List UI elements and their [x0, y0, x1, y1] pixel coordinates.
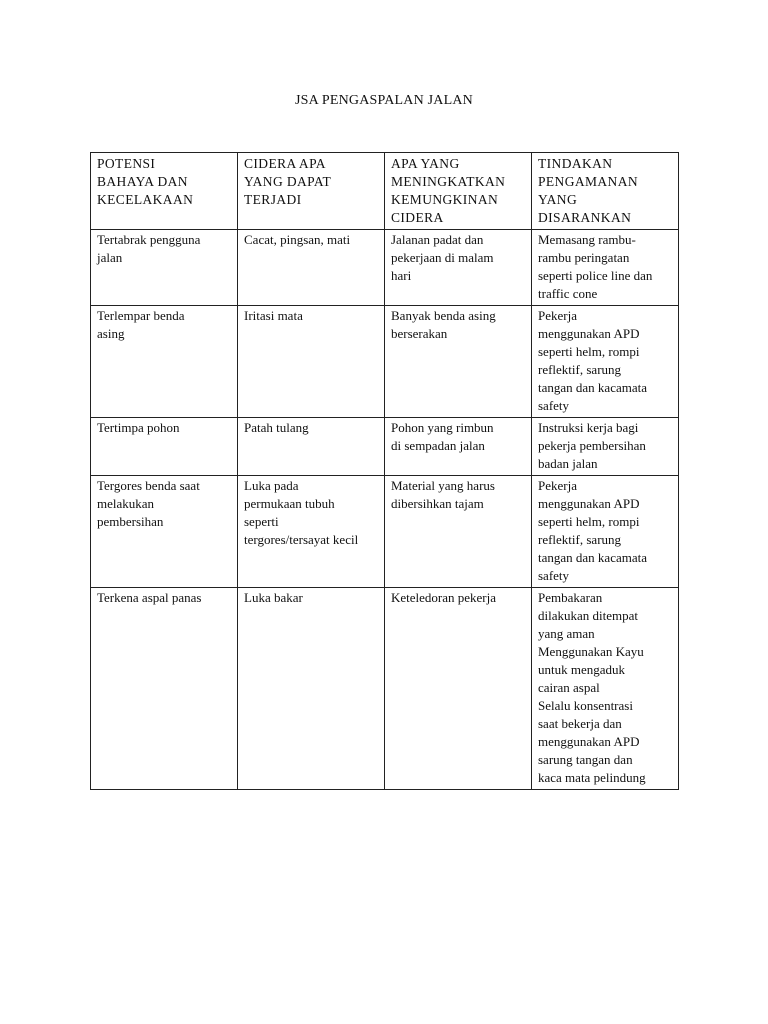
header-line: KEMUNGKINAN	[391, 192, 499, 207]
header-line: CIDERA	[391, 210, 444, 225]
header-line: KECELAKAAN	[97, 192, 194, 207]
cell-line: rambu peringatan	[538, 250, 630, 265]
cell-line: menggunakan APD	[538, 496, 640, 511]
cell-line: Luka bakar	[244, 590, 303, 605]
cell-line: asing	[97, 326, 125, 341]
header-line: BAHAYA DAN	[97, 174, 188, 189]
table-cell	[385, 418, 532, 476]
header-line: POTENSI	[97, 156, 156, 171]
cell-line: tangan dan kacamata	[538, 550, 647, 565]
header-line: YANG	[538, 192, 578, 207]
table-header-row	[91, 153, 679, 230]
cell-line: Luka pada	[244, 478, 299, 493]
header-line: MENINGKATKAN	[391, 174, 506, 189]
table-cell	[385, 306, 532, 418]
cell-line: Patah tulang	[244, 420, 309, 435]
table-row	[91, 230, 679, 306]
cell-line: Instruksi kerja bagi	[538, 420, 639, 435]
cell-line: Pohon yang rimbun	[391, 420, 494, 435]
header-cell-faktor-peningkat	[385, 153, 532, 230]
table-cell	[238, 588, 385, 790]
cell-line: saat bekerja dan	[538, 716, 622, 731]
cell-line: di sempadan jalan	[391, 438, 485, 453]
header-line: DISARANKAN	[538, 210, 632, 225]
cell-line: seperti	[244, 514, 279, 529]
table-cell	[532, 476, 679, 588]
cell-line: tergores/tersayat kecil	[244, 532, 359, 547]
cell-line: reflektif, sarung	[538, 362, 622, 377]
cell-line: Tertimpa pohon	[97, 420, 180, 435]
header-line: YANG DAPAT	[244, 174, 332, 189]
table-cell	[238, 476, 385, 588]
table-row	[91, 476, 679, 588]
cell-line: dibersihkan tajam	[391, 496, 484, 511]
header-line: TERJADI	[244, 192, 302, 207]
cell-line: sarung tangan dan	[538, 752, 633, 767]
cell-line: untuk mengaduk	[538, 662, 626, 677]
cell-line: Jalanan padat dan	[391, 232, 484, 247]
header-cell-potensi-bahaya	[91, 153, 238, 230]
document-title: JSA PENGASPALAN JALAN	[295, 93, 473, 108]
header-line: CIDERA APA	[244, 156, 326, 171]
cell-line: berserakan	[391, 326, 448, 341]
cell-line: Terlempar benda	[97, 308, 185, 323]
cell-line: cairan aspal	[538, 680, 600, 695]
table-cell	[385, 230, 532, 306]
header-line: PENGAMANAN	[538, 174, 639, 189]
cell-line: pembersihan	[97, 514, 164, 529]
cell-line: pekerjaan di malam	[391, 250, 494, 265]
cell-line: Banyak benda asing	[391, 308, 496, 323]
table-cell	[91, 588, 238, 790]
cell-line: safety	[538, 398, 570, 413]
cell-line: Pekerja	[538, 478, 577, 493]
table-cell	[238, 230, 385, 306]
table-cell	[238, 418, 385, 476]
cell-line: Tertabrak pengguna	[97, 232, 201, 247]
cell-line: permukaan tubuh	[244, 496, 335, 511]
cell-line: Tergores benda saat	[97, 478, 200, 493]
cell-line: menggunakan APD	[538, 734, 640, 749]
table-cell	[532, 418, 679, 476]
cell-line: kaca mata pelindung	[538, 770, 646, 785]
cell-line: Iritasi mata	[244, 308, 303, 323]
cell-line: badan jalan	[538, 456, 598, 471]
table-cell	[91, 230, 238, 306]
table-cell	[532, 588, 679, 790]
cell-line: tangan dan kacamata	[538, 380, 647, 395]
cell-line: Pekerja	[538, 308, 577, 323]
cell-line: traffic cone	[538, 286, 598, 301]
header-line: APA YANG	[391, 156, 460, 171]
cell-line: Terkena aspal panas	[97, 590, 202, 605]
cell-line: Selalu konsentrasi	[538, 698, 633, 713]
cell-line: seperti helm, rompi	[538, 514, 640, 529]
table-cell	[532, 306, 679, 418]
table-row	[91, 306, 679, 418]
table-cell	[91, 476, 238, 588]
cell-line: Menggunakan Kayu	[538, 644, 644, 659]
cell-line: jalan	[97, 250, 123, 265]
header-line: TINDAKAN	[538, 156, 613, 171]
cell-line: Material yang harus	[391, 478, 495, 493]
table-row	[91, 418, 679, 476]
cell-line: hari	[391, 268, 412, 283]
cell-line: reflektif, sarung	[538, 532, 622, 547]
cell-line: dilakukan ditempat	[538, 608, 639, 623]
cell-line: Memasang rambu-	[538, 232, 636, 247]
cell-line: seperti police line dan	[538, 268, 653, 283]
table-cell	[91, 418, 238, 476]
table-cell	[385, 588, 532, 790]
jsa-table	[90, 152, 679, 790]
table-cell	[532, 230, 679, 306]
cell-line: seperti helm, rompi	[538, 344, 640, 359]
cell-line: Pembakaran	[538, 590, 603, 605]
table-cell	[385, 476, 532, 588]
cell-line: pekerja pembersihan	[538, 438, 646, 453]
header-cell-tindakan	[532, 153, 679, 230]
table-cell	[238, 306, 385, 418]
cell-line: menggunakan APD	[538, 326, 640, 341]
cell-line: yang aman	[538, 626, 595, 641]
table-row	[91, 588, 679, 790]
cell-line: Cacat, pingsan, mati	[244, 232, 351, 247]
cell-line: melakukan	[97, 496, 155, 511]
cell-line: safety	[538, 568, 570, 583]
header-cell-cidera	[238, 153, 385, 230]
table-cell	[91, 306, 238, 418]
cell-line: Keteledoran pekerja	[391, 590, 497, 605]
